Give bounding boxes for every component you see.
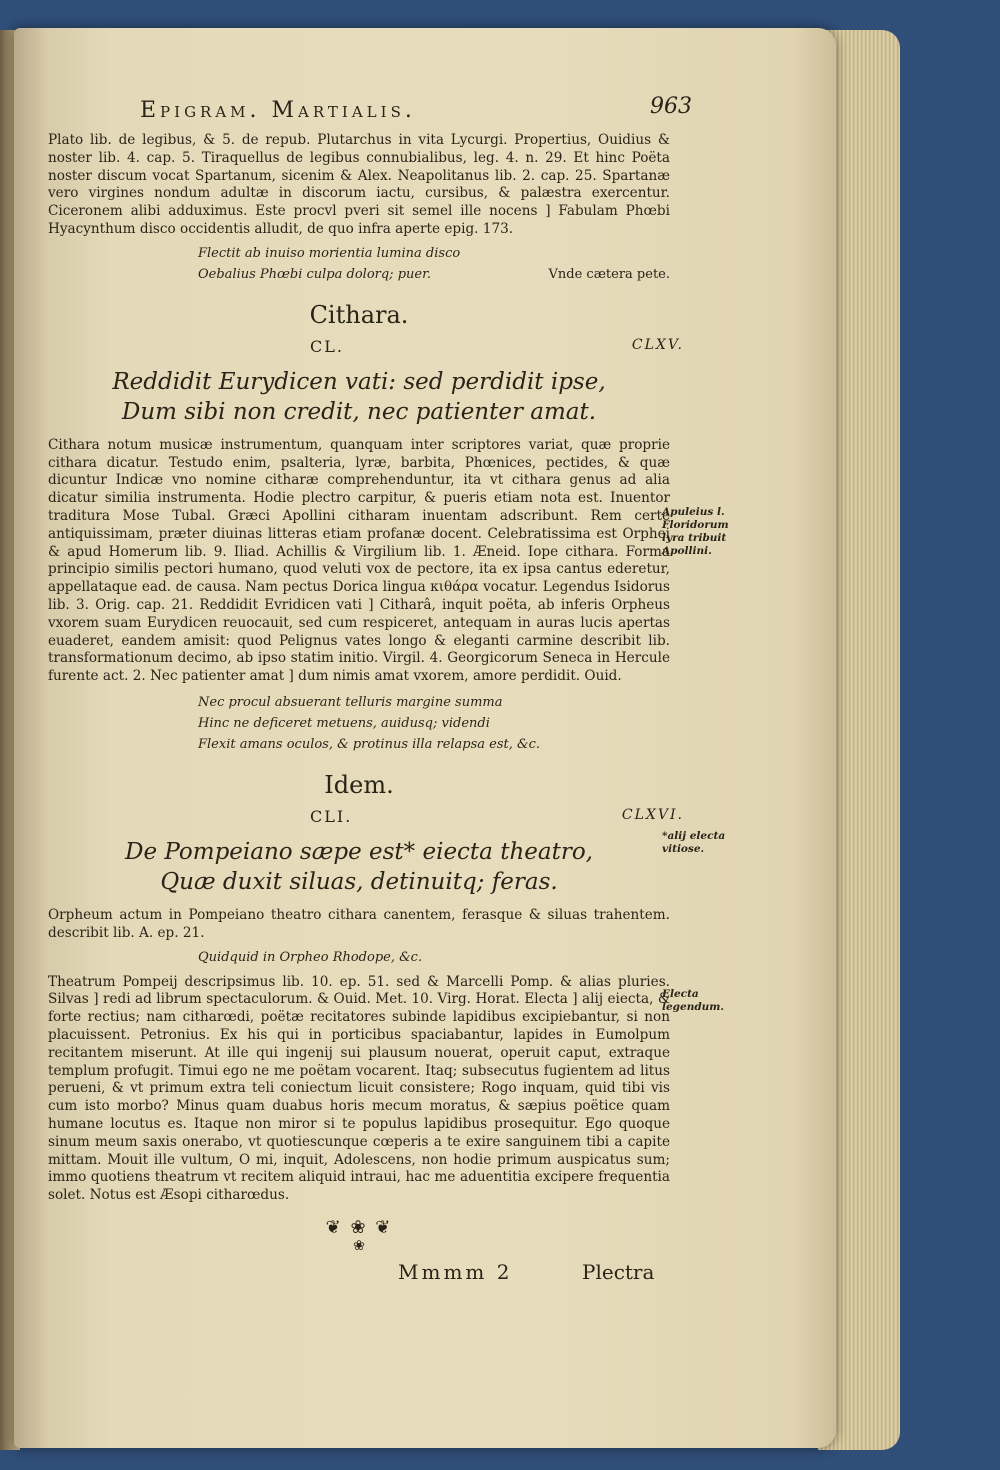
page-footer — [48, 1260, 670, 1290]
paragraph-3: Orpheum actum in Pompeiano theatro cithara canentem, ferasque & siluas trahentem. describit lib. A. ep. 21. — [48, 906, 670, 941]
signature-mark: Mmmm 2 — [398, 1259, 513, 1284]
paragraph-1: Plato lib. de legibus, & 5. de repub. Plutarchus in vita Lycurgi. Propertius, Ouidius & noster lib. 4. cap. 5. Tiraquellus de legibus connubialibus, leg. 4. n. 29. Et hinc Poëta noster discum vocat Spartanum, sicenim & Alex. Neapolitanus lib. 2. cap. 25. Spartanæ vero virgines nondum adultæ in discorum iactu, cursibus, & palæstra exercentur. Ciceronem alibi adduximus. Este procvl pveri sit semel ille nocens ] Fabulam Phœbi Hyacynthum disco occidentis alludit, de quo infra aperte epig. 173. — [48, 132, 670, 237]
running-head — [48, 94, 692, 132]
page-content — [48, 94, 692, 1290]
margin-note-alij: *alij electa vitiose. — [662, 830, 726, 855]
margin-note-electa: Electa legendum. — [662, 988, 725, 1013]
catchword: Plectra — [582, 1259, 655, 1284]
ornament-fleuron: ❦ ❀ ❦ — [325, 1216, 393, 1238]
section-title-idem: Idem. — [324, 770, 394, 799]
quote-1-verse: Oebalius Phœbi culpa dolorq; puer. — [198, 266, 432, 282]
page-number: 963 — [650, 94, 692, 119]
quote-2-line-2: Hinc ne deficeret metuens, auidusq; videndi — [198, 715, 490, 731]
epigram-verse — [48, 837, 670, 897]
epigram-verse — [48, 367, 670, 427]
quote-1-line-2 — [48, 266, 670, 283]
epigram-line-1: De Pompeiano sæpe est* eiecta theatro, — [125, 838, 593, 865]
epigram-number: CLI. — [310, 806, 353, 826]
paragraph-4: Theatrum Pompeij descripsimus lib. 10. ep. 51. sed & Marcelli Pomp. & alias pluries. Silvas ] redi ad librum spectaculorum. & Ouid. Met. 10. Virg. Horat. Electa ] alij eiecta, & forte rectius; nam citharœdi, poëtæ recitatores subinde lapidibus excipiebantur, si non placuissent. Petronius. Ex his qui in porticibus spaciabantur, lapides in Eumolpum recitantem miserunt. At ille qui ingenij sui plausum nouerat, operuit caput, extraque templum profugit. Timui ego ne me poëtam vocarent. Itaq; subsecutus fugientem ad litus perueni, & vt primum extra teli coniectum licuit consistere; Rogo inquam, quid tibi vis cum isto morbo? Minus quam duabus horis mecum moratus, & sæpius poëtice quam humane locutus es. Itaque non miror si te populus lapidibus prosequitur. Ego quoque sinum meum saxis onerabo, vt quotiescunque cœperis a te exire sanguinem tibi a capite mittam. Mouit ille vultum, O mi, inquit, Adolescens, non hodie primum auspicatus sum; immo quotiens theatrum vt recitem aliquid intraui, hac me aduentitia excipere frequentia solet. Notus est Æsopi citharœdus. — [48, 973, 670, 1204]
epigram-line-2: Dum sibi non credit, nec patienter amat. — [121, 398, 597, 425]
paragraph-2: Cithara notum musicæ instrumentum, quanquam inter scriptores variat, quæ proprie cithara dicatur. Testudo enim, psalteria, lyræ, barbita, Phœnices, pectides, & quæ dicuntur Indicæ vno nomine citharæ comprehenduntur, ita vt cithara genus ad alia dicatur similia instrumenta. Hodie plectro carpitur, & pueris etiam nota est. Inuentor traditura Mose Tubal. Græci Apollini citharam inuentam adscribunt. Rem certe antiquissimam, præter diuinas litteras etiam profanæ docent. Celebratissima est Orphei & apud Homerum lib. 9. Iliad. Achillis & Virgilium lib. 1. Æneid. Iope cithara. Forma principio similis pectori humano, quod veluti vox de pectore, ita ex ipsa cantus ederetur, appellataque ead. de causa. Nam pectus Dorica lingua κιθάρα vocatur. Legendus Isidorus lib. 3. Orig. cap. 21. Reddidit Evridicen vati ] Citharâ, inquit poëta, ab inferis Orpheus vxorem suam Eurydicen reuocauit, sed cum respiceret, antequam in auras lucis apertas euaderet, eandem amisit: quod Pelignus vates longo & eleganti carmine describit lib. transformationum decimo, ab ipso statim initio. Virgil. 4. Georgicorum Seneca in Hercule furente act. 2. Nec patienter amat ] dum nimis amat vxorem, amore perdidit. Ouid. — [48, 436, 670, 685]
margin-note-apuleius: Apuleius l. Floridorum lyra tribuit Apollini. — [662, 506, 729, 557]
epigram-line-1: Reddidit Eurydicen vati: sed perdidit ipse, — [112, 368, 606, 395]
running-head-title: Epigram. Martialis. — [140, 98, 416, 123]
epigram-alt-number: CLXV. — [631, 336, 684, 353]
epigram-number-row — [48, 336, 684, 363]
quote-2-line-1: Nec procul absuerant telluris margine summa — [198, 694, 503, 710]
ornament-small: ❀ — [353, 1237, 365, 1254]
epigram-number-row — [48, 806, 684, 833]
epigram-line-2: Quæ duxit siluas, detinuitq; feras. — [160, 868, 558, 895]
quote-1-line-1: Flectit ab inuiso morientia lumina disco — [198, 245, 461, 261]
quote-2-line-3: Flexit amans oculos, & protinus illa relapsa est, &c. — [198, 736, 541, 752]
quote-1-tail: Vnde cætera pete. — [548, 266, 670, 282]
quote-3: Quidquid in Orpheo Rhodope, &c. — [198, 949, 423, 965]
epigram-alt-number: CLXVI. — [621, 806, 684, 823]
epigram-number: CL. — [310, 336, 344, 356]
section-title-cithara: Cithara. — [309, 300, 409, 329]
